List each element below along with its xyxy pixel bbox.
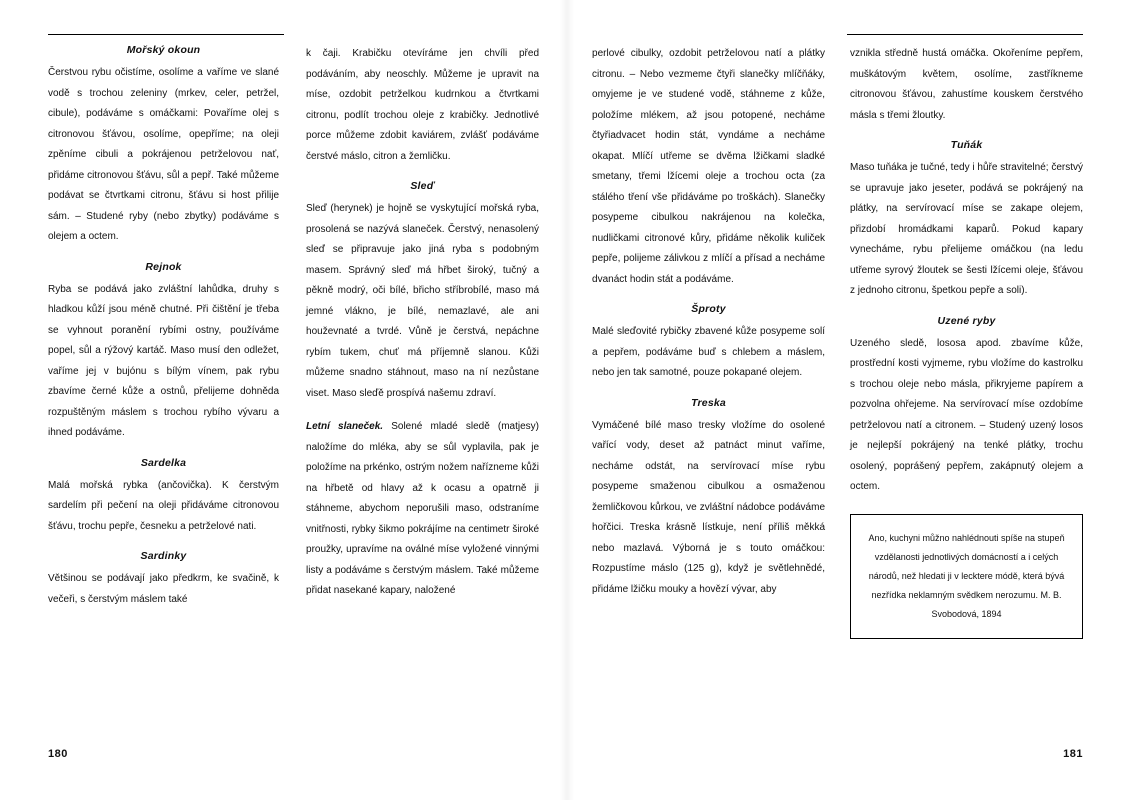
recipe-body: Malá mořská rybka (ančovička). K čerstvým sardelím při pečení na oleji přidáváme citronovou šťávu, trochu pepře, česneku a petrželové nati.: [48, 479, 280, 532]
recipe-title: Sardelka: [140, 456, 187, 469]
column-2: [306, 44, 539, 704]
folio-right: 181: [1063, 748, 1083, 760]
text-columns: [48, 44, 1083, 704]
recipe-title: Mořský okoun: [126, 44, 201, 56]
recipe-title: Uzené ryby: [937, 314, 996, 327]
recipe-title: Treska: [691, 396, 726, 409]
recipe-title: Rejnok: [145, 260, 182, 273]
recipe-title: Sardinky: [140, 550, 187, 562]
column-rule-4: [847, 34, 1083, 35]
quotation-box: [850, 514, 1083, 639]
recipe-title: Tuňák: [950, 139, 983, 151]
column-1: [48, 44, 281, 704]
column-4: [850, 44, 1083, 704]
recipe-body: Uzeného sledě, lososa apod. zbavíme kůže, prostřední kosti vyjmeme, rybu vložíme do kastrolku s trochou oleje nebo másla, přikryjeme papírem a pozvolna ohřejeme. Na servírovací míse ozdobíme petrželovou natí a citronem. – Studený uzený losos je nejlepší pokrájený na tenké plátky, trochu osolený, poprášený pepřem, zakápnutý olejem a octem.: [850, 337, 1084, 492]
recipe-body: Malé sleďovité rybičky zbavené kůže posypeme solí a pepřem, podáváme buď s chlebem a máslem, nebo jen tak samotné, pouze pokapané olejem.: [592, 326, 826, 378]
recipe-body: k čaji. Krabičku otevíráme jen chvíli před podáváním, aby neoschly. Můžeme je upravit na míse, ozdobit petrželkou kudrnkou a čtvrtkami citronu, podlít trochou oleje z krabičky. Jednotlivé porce můžeme zdobit kaviárem, zvlášť podáváme čerstvé máslo, citron a žemličku.: [306, 48, 540, 162]
recipe-body: vznikla středně hustá omáčka. Okořeníme pepřem, muškátovým květem, osolíme, zastříkneme citronovou šťávou, zahustíme kouskem čerstvého másla s třemi žloutky.: [850, 48, 1084, 121]
recipe-body-with-lead: [306, 417, 539, 602]
recipe-body: Vymáčené bílé maso tresky vložíme do osolené vařící vody, deset až patnáct minut vaříme, necháme odstát, na servírovací míse rybu posypeme smaženou cibulkou a osmaženou žemličkovou kůrkou, ve zvláštní nádobce podáváme hořčici. Treska krásně lístkuje, není příliš měkká nebo mazlavá. Výborná je s touto omáčkou: Rozpustíme máslo (125 g), když je světlehnědé, přidáme lžičku mouky a hovězí vývar, aby: [592, 419, 826, 595]
recipe-title: Šproty: [691, 303, 726, 315]
recipe-body: Ryba se podává jako zvláštní lahůdka, druhy s hladkou kůží jsou méně chutné. Při čištění je třeba se vyhnout poranění rybími ostny, používáme popel, sůl a rýžový kartáč. Maso musí den odležet, vaříme jej v bujónu s bílým vínem, pak rybu zbavíme černé kůže a ostnů, přelijeme dohněda rozpuštěným máslem s trochou rybího vývaru a ihned podáváme.: [48, 283, 280, 438]
recipe-body-text: Solené mladé sledě (matjesy) naložíme do mléka, aby se sůl vyplavila, pak je položíme na prkénko, ostrým nožem nařízneme kůži na hřbetě od hlavy až k ocasu a opatrně ji stáhneme, abychom neporušili maso, odstraníme vnitřnosti, rybky šikmo pokrájíme na centimetr široké proužky, upravíme na oválné míse vyložené vinnými listy a podáváme s čerstvým máslem. Také můžeme přidat nasekané kapary, naložené: [306, 421, 540, 596]
recipe-body: Čerstvou rybu očistíme, osolíme a vaříme ve slané vodě s trochou zeleniny (mrkev, celer, petržel, cibule), podáváme s omáčkami: Povaříme olej s citronovou šťávou, osolíme, opepříme; na oleji zpěníme cibuli a pokrájenou petrželovou nať, přidáme citronovou šťávu, sůl a pepř. Také můžeme podávat se čtvrtkami citronu, šťávu si host přilije sám. – Studené ryby (nebo zbytky) podáváme s olejem a octem.: [48, 67, 280, 242]
column-3: [592, 44, 825, 704]
column-rule-1: [48, 34, 284, 35]
quotation-text: Ano, kuchyni můžno nahlédnouti spíše na stupeň vzdělanosti jednotlivých domácností a i celých národů, než hledati ji v lecktere módě, která bývá nezřídka neklamným svědkem nerozumu. M. B. Svobodová, 1894: [868, 532, 1065, 619]
recipe-title: Sleď: [410, 180, 435, 192]
recipe-body: Většinou se podávají jako předkrm, ke svačině, k večeři, s čerstvým máslem také: [48, 573, 280, 605]
recipe-lead-in: Letní slaneček.: [306, 421, 384, 432]
recipe-body: Maso tuňáka je tučné, tedy i hůře stravitelné; čerstvý se upravuje jako jeseter, podává se pokrájený na plátky, na servírovací míse se zakape olejem, přizdobí hromádkami kaparů. Pokud kapary vynecháme, rybu přelijeme omáčkou (na ledu utřeme syrový žloutek se šesti lžícemi oleje, šťávou z jednoho citronu, špetkou pepře a soli).: [850, 162, 1084, 296]
recipe-body: Sleď (herynek) je hojně se vyskytující mořská ryba, prosolená se nazývá slaneček. Čerstvý, nenasolený sleď se připravuje jako jiná ryba s podobným masem. Správný sleď má hřbet široký, tučný a pěkně modrý, oči bílé, břicho stříbrobílé, maso má jemné vlákno, je bílé, nemazlavé, ale ani houževnaté a tvrdé. Vůně je čerstvá, nepáchne rybím tukem, chuť má příjemně slanou. Kůži můžeme snadno stáhnout, maso na ní nezůstane viset. Maso sleďě prospívá našemu zdraví.: [306, 203, 540, 399]
recipe-body: perlové cibulky, ozdobit petrželovou natí a plátky citronu. – Nebo vezmeme čtyři slanečky mlíčňáky, omyjeme je ve studené vodě, stáhneme z kůže, položíme mlékem, až jsou potopené, necháme čtyřiadvacet hodin stát, vyndáme a necháme okapat. Mlíčí utřeme se dvěma lžičkami sladké smetany, třemi lžícemi oleje a trochou octa (za stálého tření vše přidáváme po troškách). Slanečky posypeme cibulkou nakrájenou na kolečka, nudličkami citronové kůry, přidáme několik kuliček pepře, polijeme zálivkou z mlíčí a přísad a necháme dvanáct hodin stát a podáváme.: [592, 48, 826, 285]
folio-left: 180: [48, 748, 68, 760]
